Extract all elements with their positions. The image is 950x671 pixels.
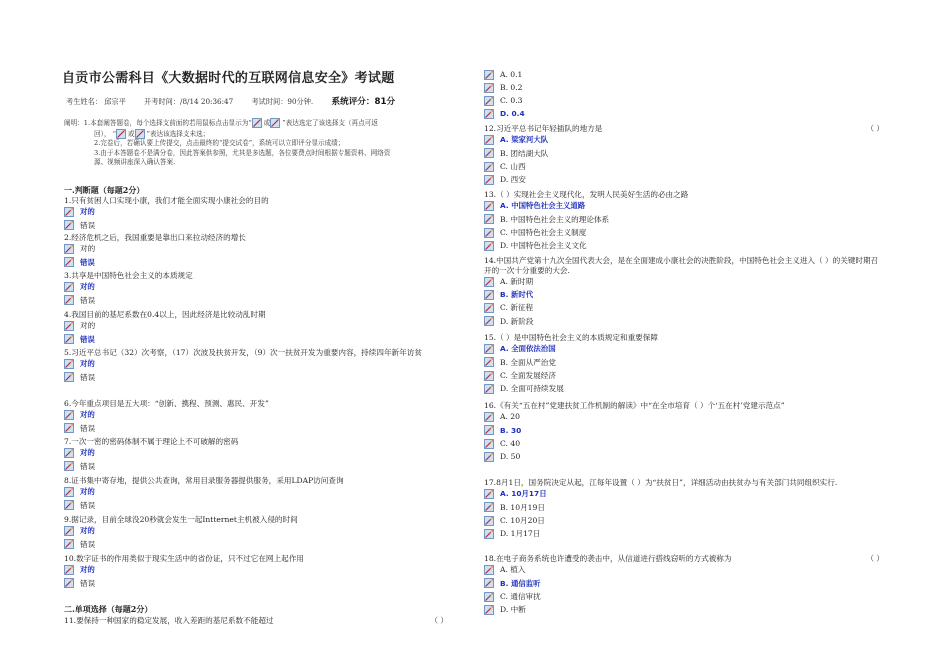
option-label: C. 中国特色社会主义制度 xyxy=(500,227,587,237)
unchecked-box-icon xyxy=(135,129,145,139)
question-item xyxy=(64,476,464,512)
checked-box-icon[interactable] xyxy=(484,578,494,588)
question-item xyxy=(64,348,464,384)
checked-box-icon xyxy=(270,118,280,128)
option-label: B. 30 xyxy=(500,425,522,435)
checked-box-icon[interactable] xyxy=(484,201,494,211)
option-label: 对的 xyxy=(80,282,95,292)
option-label: D. 西安 xyxy=(500,174,526,184)
checked-box-icon[interactable] xyxy=(64,257,74,267)
unchecked-box-icon[interactable] xyxy=(64,321,74,331)
unchecked-box-icon[interactable] xyxy=(484,439,494,449)
option-label: 错误 xyxy=(80,257,95,267)
option-label: D. 中国特色社会主义文化 xyxy=(500,240,587,250)
option-selected[interactable] xyxy=(484,108,884,121)
option-label: B. 0.2 xyxy=(500,82,523,92)
option-unselected[interactable] xyxy=(64,460,464,473)
unchecked-box-icon[interactable] xyxy=(64,578,74,588)
note-line-2a: 回）， “ xyxy=(94,129,116,138)
option-unselected[interactable] xyxy=(64,499,464,512)
checked-box-icon[interactable] xyxy=(64,207,74,217)
unchecked-box-icon[interactable] xyxy=(484,228,494,238)
option-unselected[interactable] xyxy=(484,501,884,514)
option-unselected[interactable] xyxy=(484,411,884,424)
option-selected[interactable] xyxy=(484,200,884,213)
unchecked-box-icon[interactable] xyxy=(64,372,74,382)
option-label: 对的 xyxy=(80,487,95,497)
note-line-4: 3.由于本答题卷不是满分卷，因此答案供参照，尤其是多选题，各位要费点时间根据专题资料、网络资 xyxy=(94,148,391,157)
question-stem: 4.我国目前的基尼系数在0.4以上，因此经济是比较动乱时期 xyxy=(64,310,266,319)
unchecked-box-icon[interactable] xyxy=(484,412,494,422)
option-label: 错误 xyxy=(80,423,96,433)
question-item xyxy=(64,399,464,435)
question-11-options xyxy=(484,68,884,121)
option-selected[interactable] xyxy=(484,288,884,301)
option-unselected[interactable] xyxy=(484,302,884,315)
option-label: 对的 xyxy=(80,321,96,331)
option-unselected[interactable] xyxy=(484,356,884,369)
option-unselected[interactable] xyxy=(64,243,464,256)
question-stem: 11.要保持一种国家的稳定发展，收入差距的基尼系数不能超过 xyxy=(64,616,274,625)
checked-box-icon[interactable] xyxy=(484,344,494,354)
question-item xyxy=(484,124,884,186)
option-unselected[interactable] xyxy=(484,173,884,186)
question-stem: 16.《有关“五在村”党建扶贫工作机制的解读》中“在全市培育（ ）个‘五在村’党建示范点” xyxy=(484,401,785,410)
option-unselected[interactable] xyxy=(484,382,884,395)
note-line-1b: ”表达选定了该选择支（再点可返 xyxy=(282,119,378,127)
option-label: 错误 xyxy=(80,220,96,230)
option-unselected[interactable] xyxy=(64,577,464,590)
option-label: B. 团结湖大队 xyxy=(500,148,549,158)
option-unselected[interactable] xyxy=(64,422,464,435)
option-label: 对的 xyxy=(80,207,95,217)
option-label: D. 0.4 xyxy=(500,109,525,119)
unchecked-box-icon[interactable] xyxy=(484,502,494,512)
checked-box-icon[interactable] xyxy=(64,359,74,369)
option-unselected[interactable] xyxy=(484,527,884,540)
option-label: 错误 xyxy=(80,295,96,305)
option-unselected[interactable] xyxy=(484,315,884,328)
unchecked-box-icon[interactable] xyxy=(484,516,494,526)
answer-paren: （ ） xyxy=(430,616,448,625)
option-unselected[interactable] xyxy=(484,239,884,252)
unchecked-box-icon[interactable] xyxy=(484,214,494,224)
exam-info xyxy=(66,95,411,107)
section-single-heading: 二.单项选择（每题2分） xyxy=(64,604,153,614)
unchecked-box-icon[interactable] xyxy=(484,316,494,326)
question-stem: 13.（ ）实现社会主义现代化，发明人民美好生活的必由之路 xyxy=(484,190,689,199)
option-selected[interactable] xyxy=(64,281,464,294)
option-label: 错误 xyxy=(80,539,96,549)
question-stem: 6.今年重点项目是五大项：“创新、携程、预测、惠民、开发” xyxy=(64,399,269,408)
question-stem: 18.在电子商务系统也许遭受的袭击中，从信道进行搭线窃听的方式被称为 xyxy=(484,554,732,563)
answer-paren: （ ） xyxy=(866,124,884,133)
unchecked-box-icon[interactable] xyxy=(484,148,494,158)
question-stem: 17.8月1日，国务院决定从起，江每年设置（ ）为“扶贫日”，详细活动由扶贫办与有关部门共同组织实行. xyxy=(484,478,838,487)
unchecked-box-icon[interactable] xyxy=(64,423,74,433)
option-label: D. 中断 xyxy=(500,604,526,614)
option-selected[interactable] xyxy=(484,488,884,501)
option-unselected[interactable] xyxy=(484,564,884,577)
option-unselected[interactable] xyxy=(484,590,884,603)
unchecked-box-icon[interactable] xyxy=(64,295,74,305)
option-label: A. 0.1 xyxy=(500,69,523,79)
option-unselected[interactable] xyxy=(484,450,884,463)
option-selected[interactable] xyxy=(64,333,464,346)
option-unselected[interactable] xyxy=(484,94,884,107)
option-selected[interactable] xyxy=(64,206,464,219)
option-label: A. 植入 xyxy=(500,565,526,575)
option-label: C. 10月20日 xyxy=(500,515,545,525)
option-label: 对的 xyxy=(80,244,96,254)
option-selected[interactable] xyxy=(64,486,464,499)
option-unselected[interactable] xyxy=(64,320,464,333)
option-label: D. 1月17日 xyxy=(500,528,541,538)
checked-box-icon[interactable] xyxy=(64,487,74,497)
checked-box-icon[interactable] xyxy=(484,109,494,119)
question-item xyxy=(484,256,884,328)
question-item xyxy=(64,515,464,551)
option-unselected[interactable] xyxy=(484,226,884,239)
unchecked-box-icon xyxy=(116,129,126,139)
option-unselected[interactable] xyxy=(484,68,884,81)
option-label: A. 20 xyxy=(500,412,520,422)
option-label: 对的 xyxy=(80,410,95,420)
checked-box-icon[interactable] xyxy=(484,489,494,499)
option-label: B. 新时代 xyxy=(500,290,534,300)
option-label: 错误 xyxy=(80,500,96,510)
option-label: D. 全面可持续发展 xyxy=(500,383,564,393)
unchecked-box-icon[interactable] xyxy=(484,357,494,367)
option-label: 错误 xyxy=(80,334,95,344)
note-line-3: 2.完卷后，若确认要上传提交，点击最终的“提交试卷”，系统可以立即评分显示成绩； xyxy=(94,139,345,148)
question-item xyxy=(64,233,464,269)
exam-duration: 考试时间：90分钟. xyxy=(251,97,314,106)
unchecked-box-icon[interactable] xyxy=(484,565,494,575)
question-item xyxy=(64,271,464,307)
option-unselected[interactable] xyxy=(484,81,884,94)
option-selected[interactable] xyxy=(64,358,464,371)
question-item xyxy=(484,333,884,395)
question-item xyxy=(484,401,884,463)
question-item xyxy=(64,554,464,590)
checked-box-icon[interactable] xyxy=(64,282,74,292)
option-unselected[interactable] xyxy=(484,437,884,450)
unchecked-box-icon[interactable] xyxy=(484,384,494,394)
note-line-5: 源、视频讲座深入确认答案. xyxy=(94,158,176,167)
option-label: B. 通信监听 xyxy=(500,578,541,588)
option-selected[interactable] xyxy=(484,577,884,590)
option-unselected[interactable] xyxy=(484,369,884,382)
unchecked-box-icon[interactable] xyxy=(484,303,494,313)
option-label: 对的 xyxy=(80,448,95,458)
unchecked-box-icon[interactable] xyxy=(484,96,494,106)
option-unselected[interactable] xyxy=(484,147,884,160)
note-line-2b: ”表达该选择支未选； xyxy=(146,129,210,138)
start-time: 开考时间：/8/14 20:36:47 xyxy=(144,97,234,106)
option-label: A. 梁家河大队 xyxy=(500,135,549,145)
unchecked-box-icon[interactable] xyxy=(484,175,494,185)
answer-paren: （ ） xyxy=(866,554,884,563)
unchecked-box-icon[interactable] xyxy=(484,592,494,602)
option-label: A. 10月17日 xyxy=(500,489,547,499)
checked-box-icon[interactable] xyxy=(64,334,74,344)
option-unselected[interactable] xyxy=(64,294,464,307)
option-selected[interactable] xyxy=(484,343,884,356)
option-label: A. 新时期 xyxy=(500,276,534,286)
question-stem: 3.共享是中国特色社会主义的本质规定 xyxy=(64,271,193,280)
question-11 xyxy=(64,616,448,626)
option-selected[interactable] xyxy=(64,256,464,269)
checked-box-icon[interactable] xyxy=(64,448,74,458)
question-item xyxy=(64,310,464,346)
instructions: 阐明：1.本套阐答题卷，每个选择支前面的若用鼠标点击显示为“ 或 ”表达选定了该选择支（再点可返 回）， “ 或 ”表达该选择支未选； 2.完卷后，若确认要上传提交，点击最终的“提交试卷”，系统可以立即评分显示成绩； 3.由于本答题卷不是满分卷，因此答案供参照，尤其是多选题，各位要费点时间根据专题资料、网络资 源、视频讲座深入确认答案. xyxy=(64,118,474,168)
examinee-name: 考生姓名： 邱宗平 xyxy=(66,97,126,106)
option-unselected[interactable] xyxy=(484,160,884,173)
option-label: C. 新征程 xyxy=(500,303,534,313)
option-label: 对的 xyxy=(80,526,95,536)
option-label: C. 0.3 xyxy=(500,96,523,106)
question-stem: 2.经济危机之后，我国重要是靠出口来拉动经济的增长 xyxy=(64,233,246,242)
option-label: B. 10月19日 xyxy=(500,502,545,512)
option-label: A. 中国特色社会主义道路 xyxy=(500,201,586,211)
option-label: C. 山西 xyxy=(500,161,526,171)
option-selected[interactable] xyxy=(64,564,464,577)
question-stem: 10.数字证书的作用类似于现实生活中的省份证，只不过它在网上起作用 xyxy=(64,554,304,563)
question-item xyxy=(64,196,464,232)
option-label: C. 全面发展经济 xyxy=(500,370,556,380)
option-unselected[interactable] xyxy=(484,514,884,527)
question-stem: 12.习近平总书记年轻插队的地方是 xyxy=(484,124,603,133)
option-label: B. 中国特色社会主义的理论体系 xyxy=(500,214,610,224)
option-selected[interactable] xyxy=(484,134,884,147)
unchecked-box-icon[interactable] xyxy=(64,539,74,549)
checked-box-icon xyxy=(252,118,262,128)
unchecked-box-icon[interactable] xyxy=(484,83,494,93)
unchecked-box-icon[interactable] xyxy=(484,277,494,287)
question-item xyxy=(484,190,884,252)
unchecked-box-icon[interactable] xyxy=(64,220,74,230)
checked-box-icon[interactable] xyxy=(484,425,494,435)
option-label: B. 全面从严治党 xyxy=(500,357,556,367)
checked-box-icon[interactable] xyxy=(64,410,74,420)
option-unselected[interactable] xyxy=(64,219,464,232)
unchecked-box-icon[interactable] xyxy=(64,500,74,510)
unchecked-box-icon[interactable] xyxy=(484,70,494,80)
section-judge-heading: 一.判断题（每题2分） xyxy=(64,185,145,195)
option-unselected[interactable] xyxy=(484,603,884,616)
option-unselected[interactable] xyxy=(484,213,884,226)
unchecked-box-icon[interactable] xyxy=(64,461,74,471)
unchecked-box-icon[interactable] xyxy=(484,371,494,381)
option-label: C. 40 xyxy=(500,438,521,448)
option-label: D. 50 xyxy=(500,451,521,461)
question-stem: 15.（ ）是中国特色社会主义的本质规定和重要保障 xyxy=(484,333,658,342)
question-stem: 8.证书集中寄存地，提供公共查询，常用目录服务器提供服务，采用LDAP访问查询 xyxy=(64,476,344,485)
option-label: 错误 xyxy=(80,461,96,471)
unchecked-box-icon[interactable] xyxy=(484,529,494,539)
option-label: 对的 xyxy=(80,565,95,575)
unchecked-box-icon[interactable] xyxy=(64,244,74,254)
option-label: 错误 xyxy=(80,372,96,382)
option-label: 错误 xyxy=(80,578,96,588)
unchecked-box-icon[interactable] xyxy=(484,452,494,462)
option-selected[interactable] xyxy=(64,447,464,460)
checked-box-icon[interactable] xyxy=(484,135,494,145)
option-unselected[interactable] xyxy=(484,275,884,288)
note-line-1a: 阐明：1.本套阐答题卷，每个选择支前面的若用鼠标点击显示为“ xyxy=(64,119,252,127)
option-unselected[interactable] xyxy=(64,371,464,384)
option-label: D. 新阶段 xyxy=(500,316,534,326)
option-selected[interactable] xyxy=(64,409,464,422)
option-label: 对的 xyxy=(80,359,95,369)
question-item xyxy=(64,437,464,473)
option-unselected[interactable] xyxy=(64,538,464,551)
unchecked-box-icon[interactable] xyxy=(484,162,494,172)
system-score: 系统评分：81分 xyxy=(331,97,396,107)
question-stem: 14.中国共产党第十九次全国代表大会，是在全面建成小康社会的决胜阶段，中国特色社会主义进入（ ）的关键时期召开的一次十分重要的大会. xyxy=(484,256,879,275)
option-selected[interactable] xyxy=(64,525,464,538)
option-label: A. 全面依法治国 xyxy=(500,344,556,354)
question-stem: 1.只有贫困人口实现小康，我们才能全面实现小康社会的目的 xyxy=(64,196,269,205)
question-item xyxy=(484,554,884,616)
checked-box-icon[interactable] xyxy=(64,526,74,536)
unchecked-box-icon[interactable] xyxy=(484,605,494,615)
checked-box-icon[interactable] xyxy=(64,565,74,575)
unchecked-box-icon[interactable] xyxy=(484,241,494,251)
option-selected[interactable] xyxy=(484,424,884,437)
page-title: 自贡市公需科目《大数据时代的互联网信息安全》考试题 xyxy=(62,71,395,86)
checked-box-icon[interactable] xyxy=(484,290,494,300)
question-stem: 5.习近平总书记（32）次考察，（17）次波及扶贫开发，（9）次一扶贫开发为重要内容，持续四年新年访贫 xyxy=(64,348,422,357)
question-stem: 9.据记录，目前全球没20秒就会发生一起Intternet主机被入侵的时间 xyxy=(64,515,298,524)
option-label: C. 通信审扰 xyxy=(500,591,541,601)
question-stem: 7.一次一密的密码体制不属于理论上不可破解的密码 xyxy=(64,437,239,446)
question-item xyxy=(484,478,884,540)
